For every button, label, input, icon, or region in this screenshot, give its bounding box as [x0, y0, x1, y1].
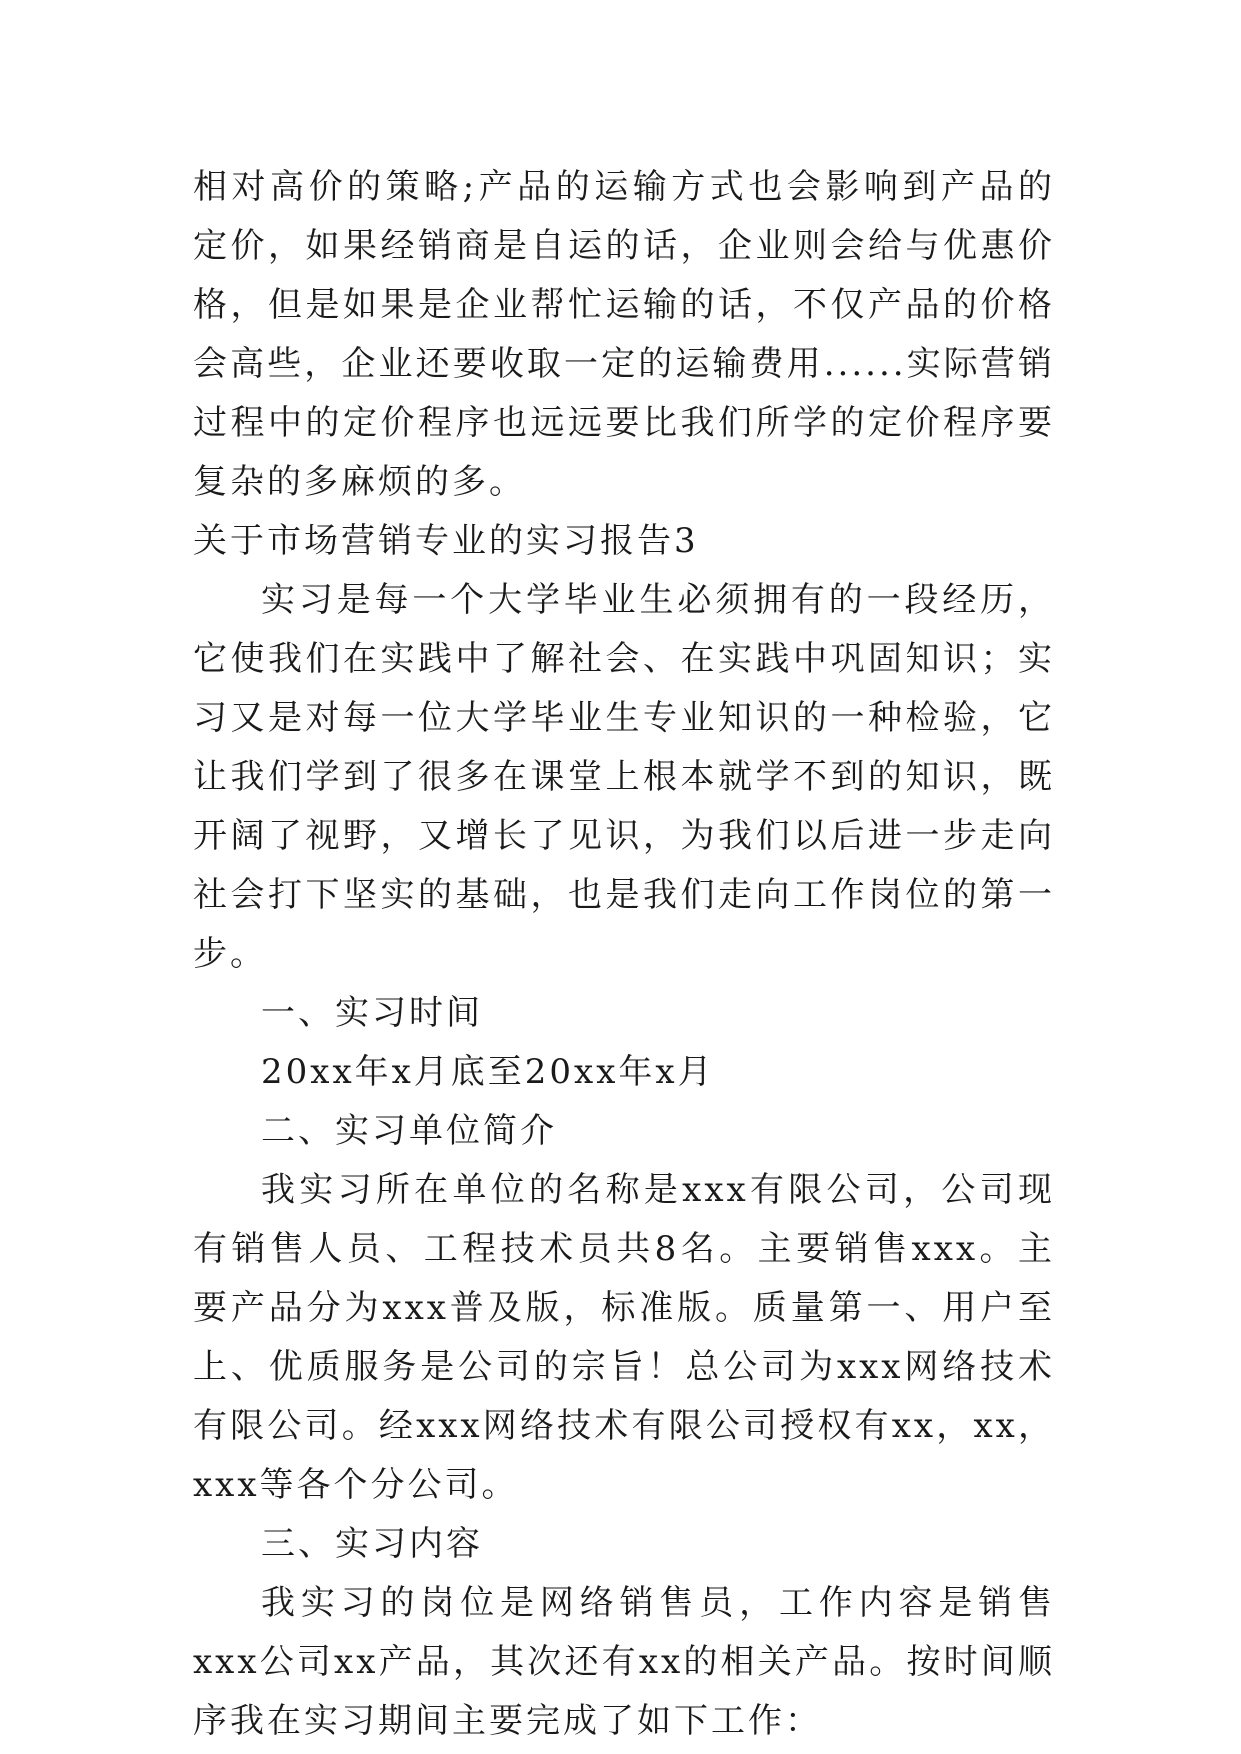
heading-internship-content: 三、实习内容: [261, 1524, 483, 1564]
paragraph-intro: 实习是每一个大学毕业生必须拥有的一段经历，它使我们在实践中了解社会、在实践中巩固知识；实习又是对每一位大学毕业生专业知识的一种检验，它让我们学到了很多在课堂上根本就学不到的知识，既开阔了视野，又增长了见识，为我们以后进一步走向社会打下坚实的基础，也是我们走向工作岗位的第一步。: [193, 580, 1055, 974]
paragraph-internship-content: 我实习的岗位是网络销售员，工作内容是销售xxx公司xx产品，其次还有xx的相关产品。按时间顺序我在实习期间主要完成了如下工作：: [193, 1583, 1055, 1741]
paragraph-internship-dates: 20xx年x月底至20xx年x月: [261, 1052, 715, 1092]
paragraph-pricing-continued: 相对高价的策略;产品的运输方式也会影响到产品的定价，如果经销商是自运的话，企业则会给与优惠价格，但是如果是企业帮忙运输的话，不仅产品的价格会高些，企业还要收取一定的运输费用......实际营销过程中的定价程序也远远要比我们所学的定价程序要复杂的多麻烦的多。: [193, 167, 1055, 502]
document-page: [193, 158, 1055, 1751]
paragraph-company-profile: 我实习所在单位的名称是xxx有限公司，公司现有销售人员、工程技术员共8名。主要销售xxx。主要产品分为xxx普及版，标准版。质量第一、用户至上、优质服务是公司的宗旨！总公司为xxx网络技术有限公司。经xxx网络技术有限公司授权有xx，xx，xxx等各个分公司。: [193, 1170, 1055, 1505]
heading-internship-time: 一、实习时间: [261, 993, 483, 1033]
heading-company-profile: 二、实习单位简介: [261, 1111, 557, 1151]
section-title: 关于市场营销专业的实习报告3: [193, 521, 699, 561]
